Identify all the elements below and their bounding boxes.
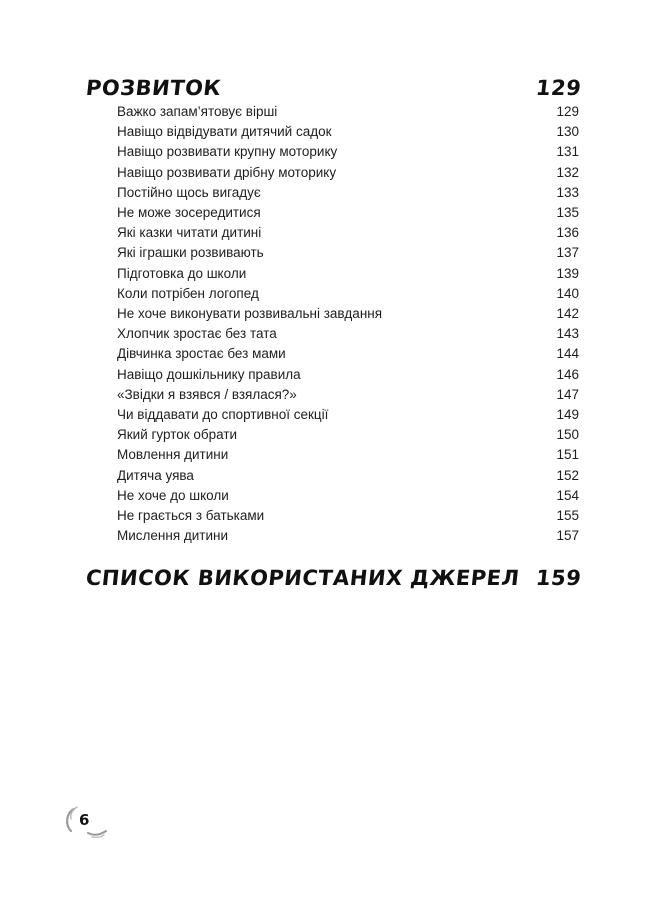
entry-page-number: 151 <box>556 447 579 463</box>
toc-entry[interactable] <box>86 102 581 122</box>
page-number: 6 <box>79 811 90 829</box>
entry-title: Важко запам’ятовує вірші <box>117 104 278 119</box>
entry-page-number: 139 <box>556 265 579 281</box>
entry-title: Який гурток обрати <box>117 427 238 443</box>
entry-page-number: 146 <box>556 366 579 382</box>
section-title: СПИСОК ВИКОРИСТАНИХ ДЖЕРЕЛ <box>84 566 521 591</box>
toc-entry[interactable] <box>86 445 581 465</box>
entry-title: Чи віддавати до спортивної секції <box>117 407 329 423</box>
entry-page-number: 136 <box>556 225 579 241</box>
toc-entry[interactable] <box>86 385 581 405</box>
entry-page-number: 142 <box>556 306 579 322</box>
entry-page-number: 157 <box>556 528 579 544</box>
entry-page-number: 150 <box>556 427 579 443</box>
entry-title: Не може зосередитися <box>117 205 261 221</box>
entry-title: Підготовка до школи <box>117 265 247 281</box>
toc-entry[interactable] <box>86 183 581 203</box>
toc-entry[interactable] <box>86 466 581 486</box>
section-page-number: 159 <box>534 566 583 591</box>
table-of-contents <box>86 76 581 592</box>
toc-entry[interactable] <box>86 405 581 425</box>
entry-title: «Звідки я взявся / взялася?» <box>117 386 297 402</box>
toc-section-rozvytok <box>86 76 581 546</box>
toc-entry[interactable] <box>86 142 581 162</box>
toc-entry[interactable] <box>86 223 581 243</box>
toc-entry[interactable] <box>86 203 581 223</box>
entry-title: Мислення дитини <box>117 528 229 544</box>
entry-title: Які іграшки розвивають <box>117 245 264 261</box>
entry-title: Хлопчик зростає без тата <box>117 326 277 342</box>
toc-entry[interactable] <box>86 526 581 546</box>
entry-title: Навіщо відвідувати дитячий садок <box>117 124 332 140</box>
toc-entry[interactable] <box>86 304 581 324</box>
entry-page-number: 130 <box>556 124 579 140</box>
toc-entry[interactable] <box>86 284 581 304</box>
entry-page-number: 154 <box>556 487 579 503</box>
entry-title: Дитяча уява <box>117 467 194 483</box>
toc-entry[interactable] <box>86 344 581 364</box>
entry-title: Не хоче до школи <box>117 487 229 503</box>
entry-page-number: 144 <box>556 346 579 362</box>
entry-title: Дівчинка зростає без мами <box>117 346 286 362</box>
toc-entry[interactable] <box>86 243 581 263</box>
entry-page-number: 129 <box>556 104 579 119</box>
entry-title: Коли потрібен логопед <box>117 285 259 301</box>
entry-page-number: 137 <box>556 245 579 261</box>
entry-title: Навіщо розвивати крупну моторику <box>117 144 338 160</box>
entry-page-number: 132 <box>556 164 579 180</box>
entry-page-number: 147 <box>556 386 579 402</box>
section-heading[interactable] <box>86 566 581 590</box>
toc-entry[interactable] <box>86 486 581 506</box>
page-folio <box>62 803 110 843</box>
entry-page-number: 135 <box>556 205 579 221</box>
toc-entry[interactable] <box>86 506 581 526</box>
section-page-number: 129 <box>534 76 583 100</box>
entry-page-number: 131 <box>556 144 579 160</box>
entry-title: Мовлення дитини <box>117 447 229 463</box>
toc-section-sources <box>86 566 581 590</box>
entry-page-number: 143 <box>556 326 579 342</box>
entry-page-number: 140 <box>556 285 579 301</box>
toc-entry[interactable] <box>86 264 581 284</box>
toc-entry-list <box>86 102 581 546</box>
entry-page-number: 133 <box>556 184 579 200</box>
entry-page-number: 149 <box>556 407 579 423</box>
entry-title: Постійно щось вигадує <box>117 184 261 200</box>
entry-title: Навіщо розвивати дрібну моторику <box>117 164 337 180</box>
entry-title: Не грається з батьками <box>117 508 265 524</box>
toc-entry[interactable] <box>86 122 581 142</box>
entry-title: Не хоче виконувати розвивальні завдання <box>117 306 383 322</box>
section-title: РОЗВИТОК <box>84 76 223 100</box>
toc-entry[interactable] <box>86 324 581 344</box>
entry-title: Які казки читати дитині <box>117 225 262 241</box>
toc-entry[interactable] <box>86 365 581 385</box>
entry-title: Навіщо дошкільнику правила <box>117 366 301 382</box>
toc-entry[interactable] <box>86 163 581 183</box>
section-heading[interactable] <box>86 76 581 100</box>
entry-page-number: 152 <box>556 467 579 483</box>
entry-page-number: 155 <box>556 508 579 524</box>
toc-entry[interactable] <box>86 425 581 445</box>
